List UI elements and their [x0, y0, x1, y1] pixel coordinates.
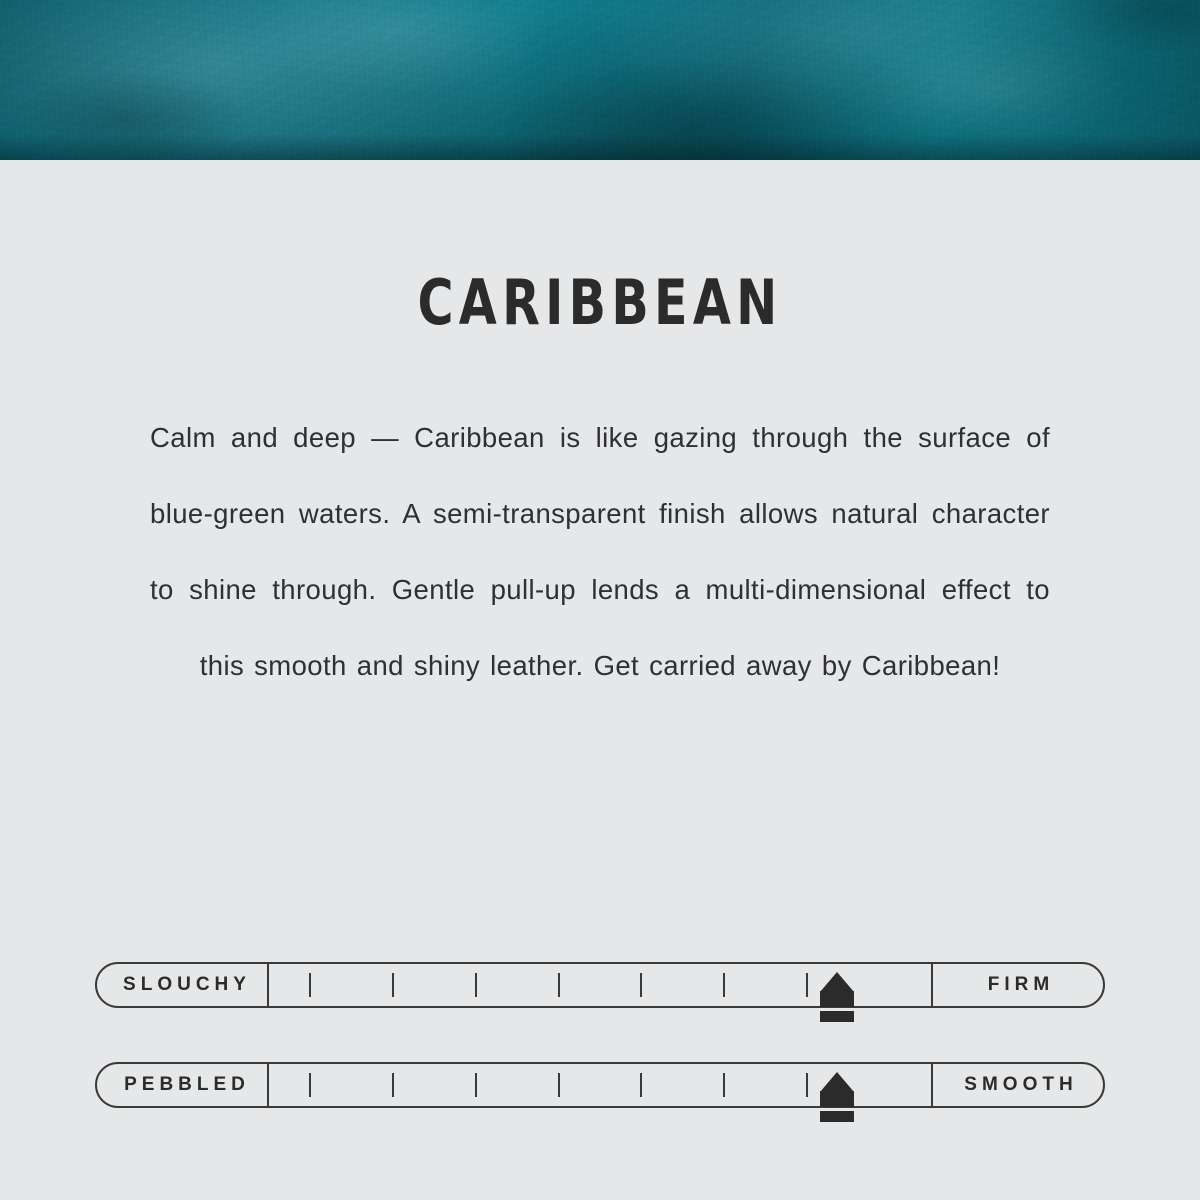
scale-tick — [392, 973, 394, 997]
scale-tick — [558, 1073, 560, 1097]
scale-left-label: PEBBLED — [97, 1064, 269, 1106]
scale-tick — [309, 973, 311, 997]
scale-left-label: SLOUCHY — [97, 964, 269, 1006]
scale-tick — [723, 973, 725, 997]
page-title: CARIBBEAN — [417, 266, 783, 339]
scale-right-label: SMOOTH — [931, 1064, 1103, 1106]
description-text: Calm and deep — Caribbean is like gazing through the surface of blue-green waters. A semi-transparent finish allows natural character to shine through. Gentle pull-up lends a multi-dimensional effect to this smooth and shiny leather. Get carried away by Caribbean! — [150, 422, 1050, 681]
scale-tick — [392, 1073, 394, 1097]
scale-tick — [309, 1073, 311, 1097]
scale-right-label: FIRM — [931, 964, 1103, 1006]
scale-tick — [640, 1073, 642, 1097]
scale-track — [95, 962, 1105, 1008]
marker-base — [820, 1111, 854, 1122]
scale-tick — [475, 1073, 477, 1097]
scale-tick — [806, 973, 808, 997]
attribute-scales — [0, 962, 1200, 1108]
scale-tick — [640, 973, 642, 997]
scale-temper — [95, 962, 1105, 1008]
card-content — [0, 160, 1200, 704]
scale-tick — [723, 1073, 725, 1097]
scale-tick — [475, 973, 477, 997]
scale-tick — [558, 973, 560, 997]
marker-base — [820, 1011, 854, 1022]
leather-swatch-image — [0, 0, 1200, 160]
scale-track — [95, 1062, 1105, 1108]
swatch-bottom-shadow — [0, 134, 1200, 160]
scale-tick — [806, 1073, 808, 1097]
scale-texture — [95, 1062, 1105, 1108]
scale-ticks — [269, 964, 931, 1006]
scale-ticks — [269, 1064, 931, 1106]
